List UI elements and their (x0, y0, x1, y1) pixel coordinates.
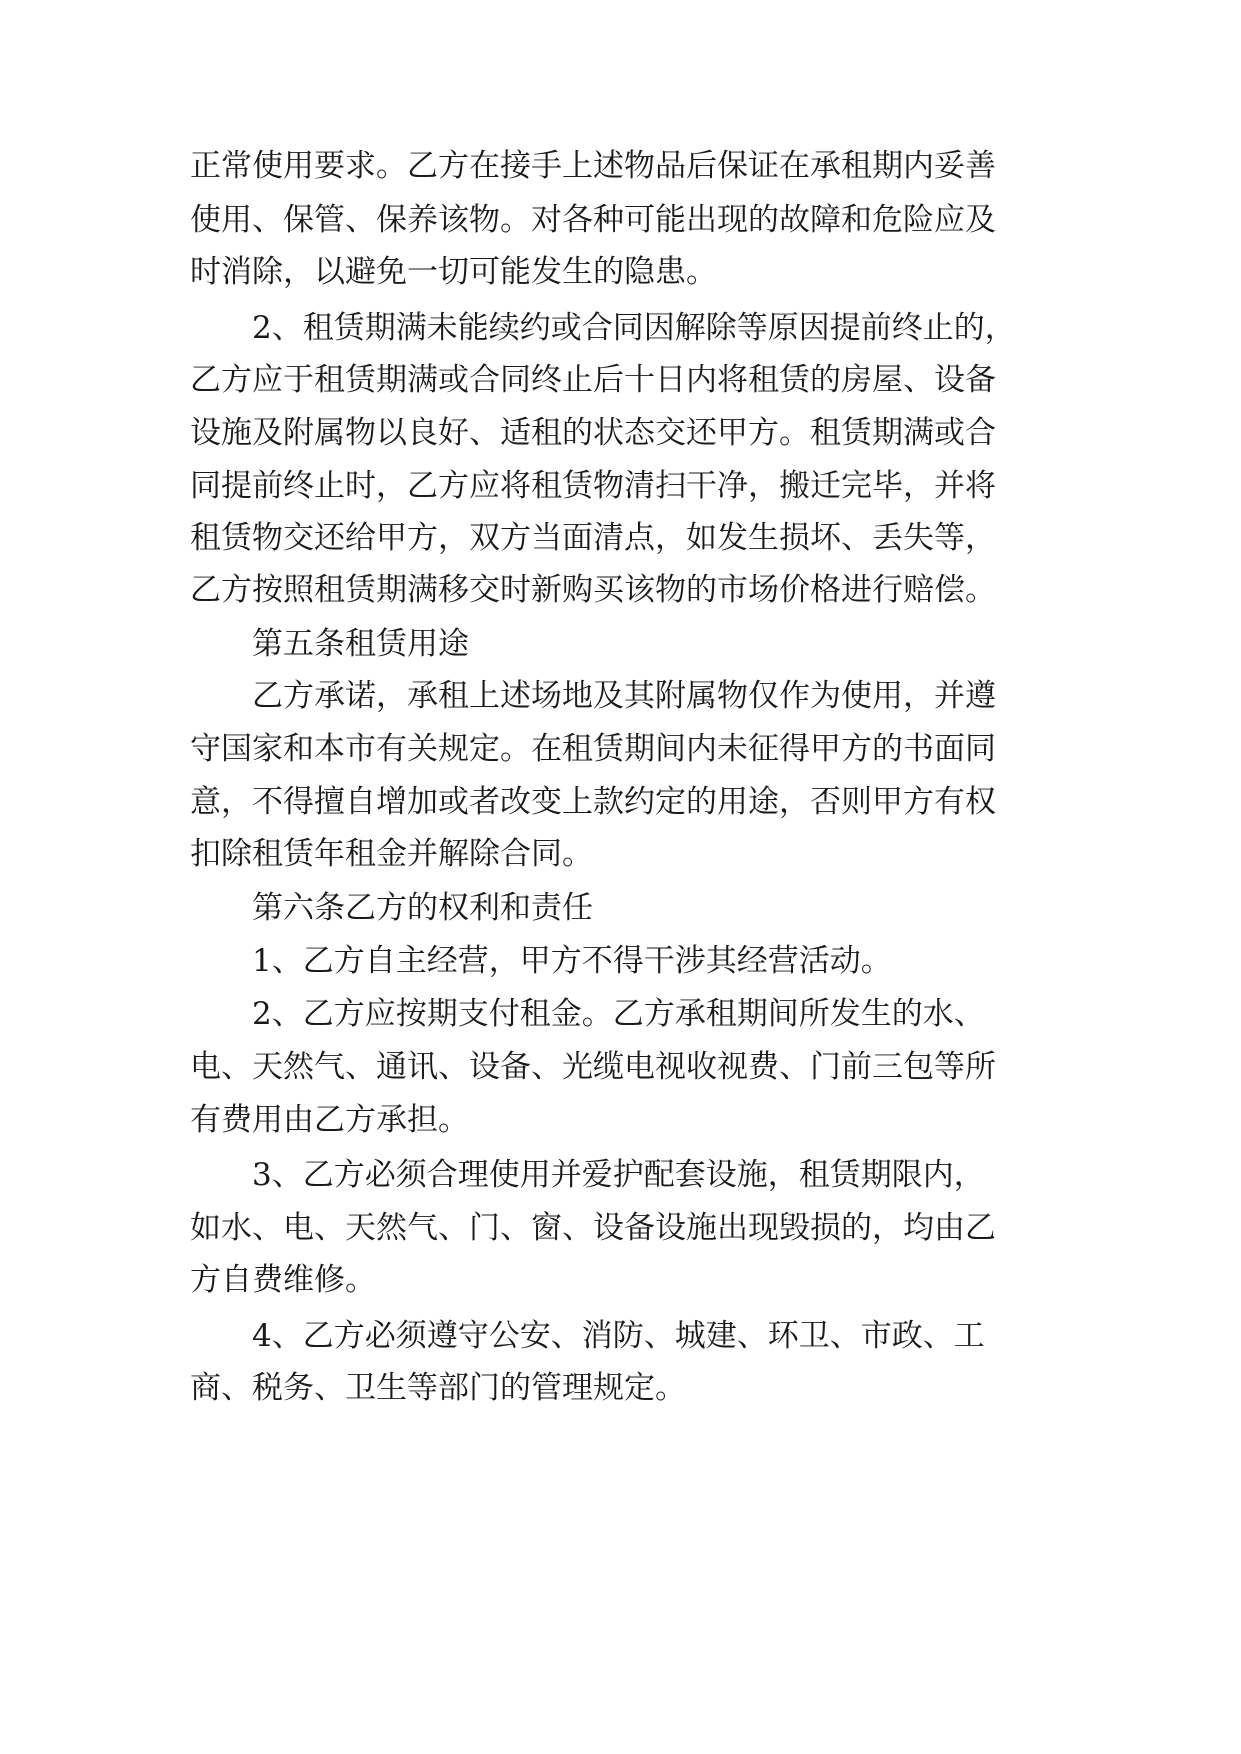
body-line: 方自费维修。 (190, 1262, 376, 1298)
body-line: 4、乙方必须遵守公安、消防、城建、环卫、市政、工 (252, 1318, 985, 1354)
section-heading: 第六条乙方的权利和责任 (252, 890, 593, 926)
body-line: 电、天然气、通讯、设备、光缆电视收视费、门前三包等所 (190, 1049, 996, 1085)
body-line: 乙方承诺，承租上述场地及其附属物仅作为使用，并遵 (252, 678, 996, 714)
body-line: 3、乙方必须合理使用并爱护配套设施，租赁期限内， (252, 1157, 985, 1193)
body-line: 乙方应于租赁期满或合同终止后十日内将租赁的房屋、设备 (190, 362, 996, 398)
body-line: 2、乙方应按期支付租金。乙方承租期间所发生的水、 (252, 996, 985, 1032)
body-line: 意，不得擅自增加或者改变上款约定的用途，否则甲方有权 (190, 784, 996, 820)
body-line: 使用、保管、保养该物。对各种可能出现的故障和危险应及 (190, 202, 996, 238)
body-line: 设施及附属物以良好、适租的状态交还甲方。租赁期满或合 (190, 415, 996, 451)
section-heading: 第五条租赁用途 (252, 626, 469, 662)
body-line: 正常使用要求。乙方在接手上述物品后保证在承租期内妥善 (190, 148, 996, 184)
body-line: 如水、电、天然气、门、窗、设备设施出现毁损的，均由乙 (190, 1210, 996, 1246)
body-line: 同提前终止时，乙方应将租赁物清扫干净，搬迁完毕，并将 (190, 468, 996, 504)
body-line: 有费用由乙方承担。 (190, 1102, 469, 1138)
body-line: 1、乙方自主经营，甲方不得干涉其经营活动。 (252, 943, 892, 979)
body-line: 乙方按照租赁期满移交时新购买该物的市场价格进行赔偿。 (190, 572, 996, 608)
body-line: 2、租赁期满未能续约或合同因解除等原因提前终止的， (252, 310, 1016, 346)
body-line: 扣除租赁年租金并解除合同。 (190, 836, 593, 872)
body-line: 租赁物交还给甲方，双方当面清点，如发生损坏、丢失等， (190, 520, 996, 556)
body-line: 守国家和本市有关规定。在租赁期间内未征得甲方的书面同 (190, 731, 996, 767)
body-line: 商、税务、卫生等部门的管理规定。 (190, 1370, 686, 1406)
body-line: 时消除，以避免一切可能发生的隐患。 (190, 254, 717, 290)
